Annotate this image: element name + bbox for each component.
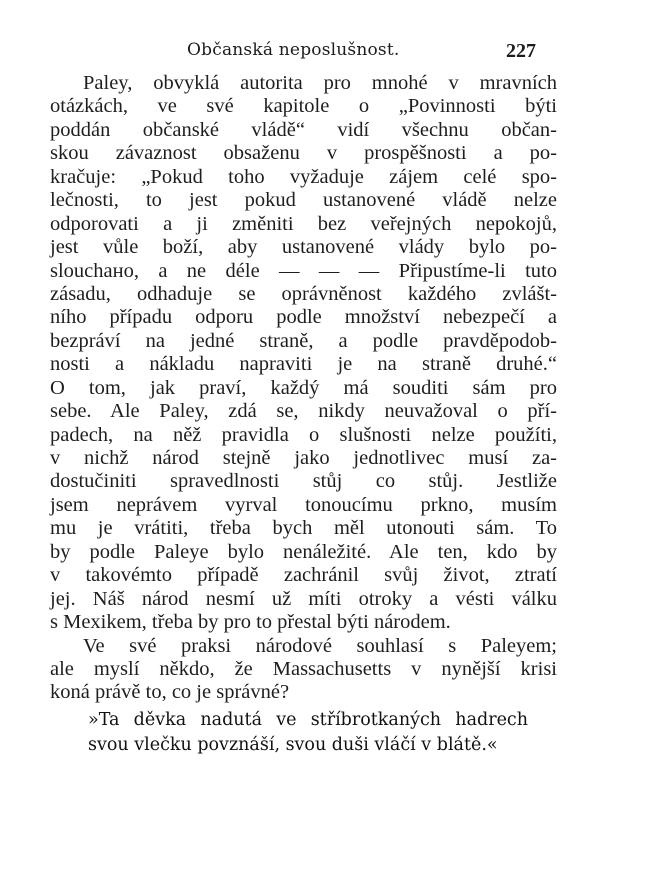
running-head	[187, 40, 536, 66]
text-line: odporovati a ji změniti bez veřejných nepokojů,	[50, 212, 557, 235]
text-line: kračuje: „Pokud toho vyžaduje zájem celé spo-	[50, 165, 557, 188]
text-line: skou závaznost obsaženu v prospěšnosti a po-	[50, 142, 557, 165]
text-line: Ve své praksi národové souhlasí s Paleyem;	[83, 634, 557, 657]
text-line: jest vůle boží, aby ustanovené vlády bylo po-	[50, 236, 557, 259]
text-line: ale myslí někdo, že Massachusetts v nynější krisi	[50, 657, 557, 680]
text-line: by podle Paleye bylo nenáležité. Ale ten, kdo by	[50, 540, 557, 563]
text-line: jej. Náš národ nesmí už míti otroky a vésti válku	[50, 587, 557, 610]
text-line: ního případu odporu podle množství nebezpečí a	[50, 306, 557, 329]
text-line: v nichž národ stejně jako jednotlivec musí za-	[50, 447, 557, 469]
text-line: s Mexikem, třeba by pro to přestal býti národem.	[50, 611, 451, 634]
body-text	[50, 72, 557, 705]
text-line: sebe. Ale Paley, zdá se, nikdy neuvažoval o pří-	[50, 400, 557, 423]
text-line: lečnosti, to jest pokud ustanovené vládě nelze	[50, 189, 557, 212]
text-line: bezpráví na jedné straně, a podle pravděpodob-	[50, 329, 557, 352]
verse-line: »Ta děvka nadutá ve stříbrotkaných hadrech	[88, 710, 528, 730]
text-line: otázkách, ve své kapitole o „Povinnosti býti	[50, 95, 557, 118]
text-line: nosti a nákladu napraviti je na straně druhé.“	[50, 353, 557, 376]
text-line: v takovémto případě zachránil svůj život, ztratí	[50, 564, 557, 587]
text-line: poddán občanské vládě“ vidí všechnu občan-	[50, 118, 557, 141]
text-line: jsem neprávem vyrval tonoucímu prkno, musím	[50, 493, 557, 516]
verse-quotation	[88, 708, 528, 758]
text-line: dostučiniti spravedlnosti stůj co stůj. Jestliže	[50, 470, 557, 493]
text-line: slouchано, a ne déle — — — Připustíme-li tuto	[50, 259, 557, 282]
text-line: koná právě to, co je správné?	[50, 681, 290, 704]
text-line: padech, na něž pravidla o slušnosti nelze použíti,	[50, 423, 557, 446]
running-title: Občanská neposlušnost.	[187, 40, 400, 60]
page-number: 227	[506, 40, 536, 62]
text-line: O tom, jak praví, každý má souditi sám pro	[50, 376, 557, 399]
text-line: mu je vrátiti, třeba bych měl utonouti sám. To	[50, 517, 557, 540]
text-line: Paley, obvyklá autorita pro mnohé v mravních	[83, 72, 557, 94]
verse-line: svou vlečku povznáší, svou duši vláčí v blátě.«	[88, 735, 498, 755]
text-line: zásadu, odhaduje se oprávněnost každého zvlášt-	[50, 282, 557, 305]
